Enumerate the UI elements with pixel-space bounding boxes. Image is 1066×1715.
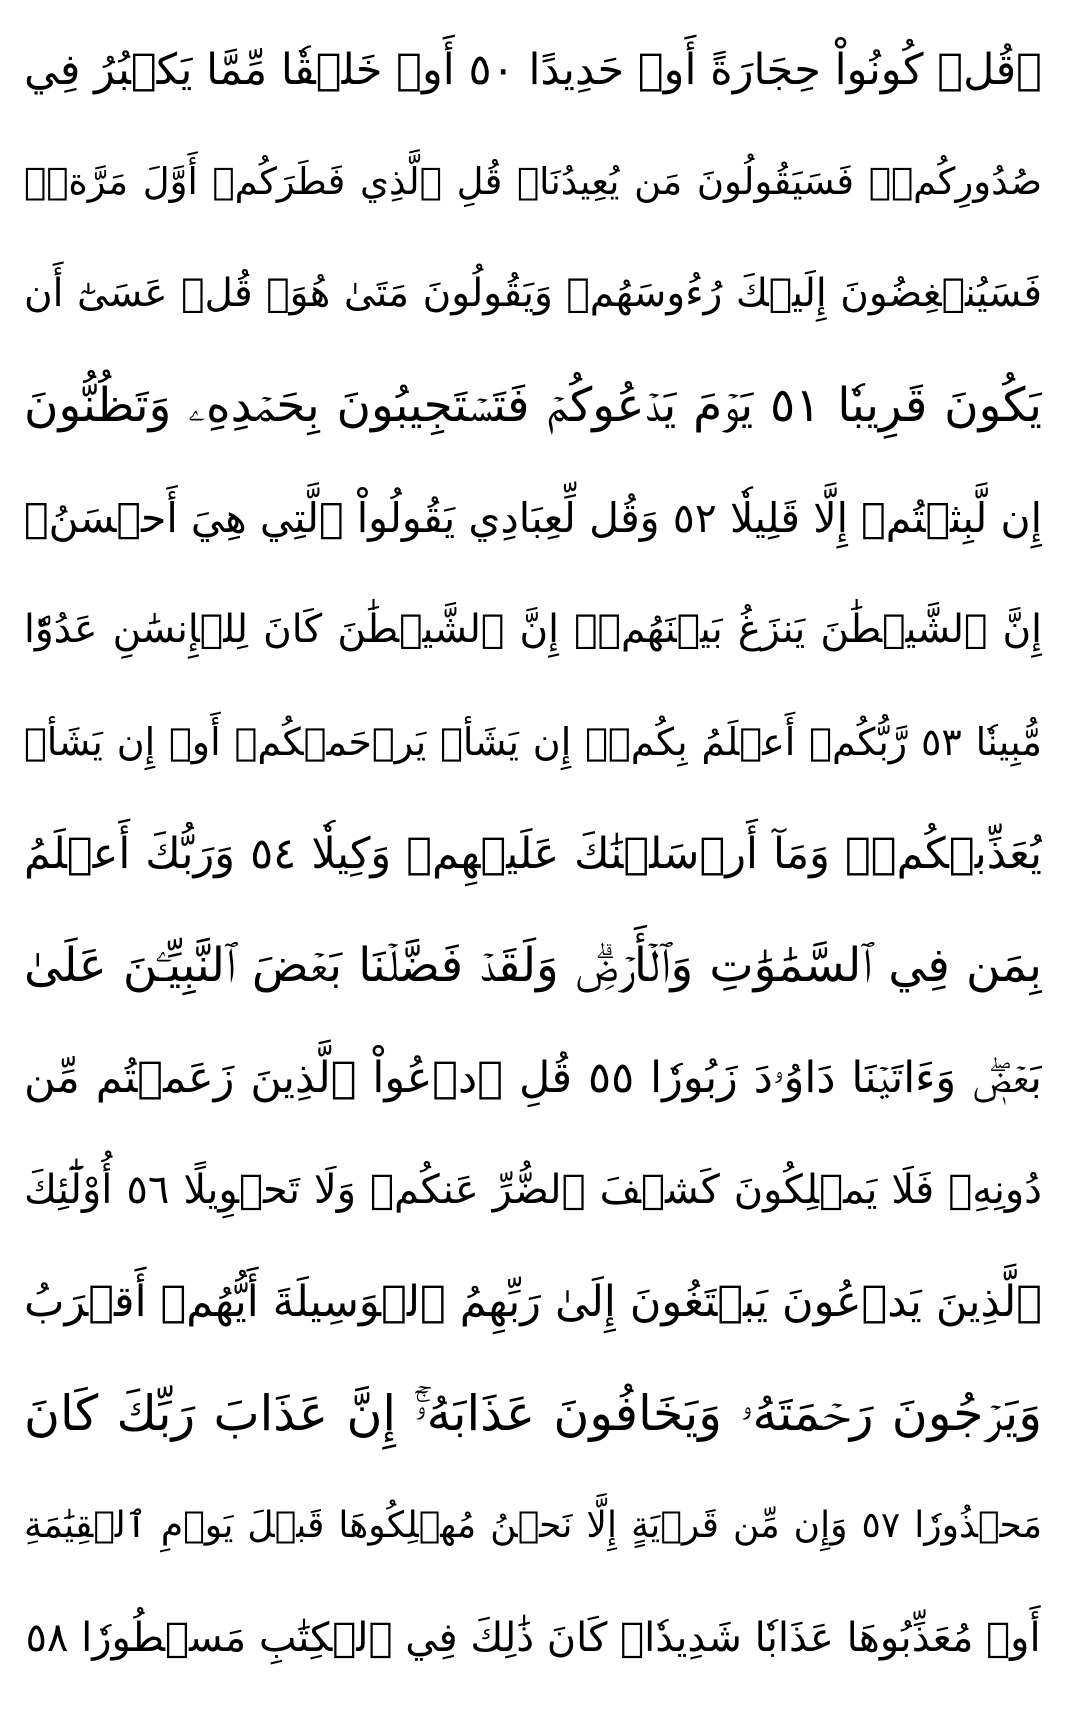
text-line-4: يَكُونَ قَرِيبٗا ٥١ يَوۡمَ يَدۡعُوكُمۡ فَتَسۡتَجِيبُونَ بِحَمۡدِهِۦ وَتَظُنُّونَ xyxy=(24,378,1042,433)
text-line-11: دُونِهِۦ فَلَا يَمۡلِكُونَ كَشۡفَ ٱلضُّرِّ عَنكُمۡ وَلَا تَحۡوِيلًا ٥٦ أُوْلَٰٓئِكَ xyxy=(24,1167,1042,1213)
text-line-2: صُدُورِكُمۡۚ فَسَيَقُولُونَ مَن يُعِيدُنَاۖ قُلِ ٱلَّذِي فَطَرَكُمۡ أَوَّلَ مَرَّةٖۚ xyxy=(24,160,1042,203)
text-line-13: وَيَرۡجُونَ رَحۡمَتَهُۥ وَيَخَافُونَ عَذَابَهُۥٓۚ إِنَّ عَذَابَ رَبِّكَ كَانَ xyxy=(24,1385,1042,1442)
text-line-14: مَحۡذُورٗا ٥٧ وَإِن مِّن قَرۡيَةٍ إِلَّا نَحۡنُ مُهۡلِكُوهَا قَبۡلَ يَوۡمِ ٱلۡقِيَٰمَةِ xyxy=(24,1505,1042,1546)
text-line-5: إِن لَّبِثۡتُمۡ إِلَّا قَلِيلٗا ٥٢ وَقُل لِّعِبَادِي يَقُولُواْ ٱلَّتِي هِيَ أَحۡسَنُۚ xyxy=(24,494,1042,542)
text-line-15: أَوۡ مُعَذِّبُوهَا عَذَابٗا شَدِيدٗاۚ كَانَ ذَٰلِكَ فِي ٱلۡكِتَٰبِ مَسۡطُورٗا ٥٨ xyxy=(25,1615,1041,1661)
text-line-3: فَسَيُنۡغِضُونَ إِلَيۡكَ رُءُوسَهُمۡ وَيَقُولُونَ مَتَىٰ هُوَۖ قُلۡ عَسَىٰٓ أَن xyxy=(24,271,1042,316)
text-line-6: إِنَّ ٱلشَّيۡطَٰنَ يَنزَغُ بَيۡنَهُمۡۚ إِنَّ ٱلشَّيۡطَٰنَ كَانَ لِلۡإِنسَٰنِ عَدُوّٗا xyxy=(24,607,1042,652)
text-line-8: يُعَذِّبۡكُمۡۚ وَمَآ أَرۡسَلۡنَٰكَ عَلَيۡهِمۡ وَكِيلٗا ٥٤ وَرَبُّكَ أَعۡلَمُ xyxy=(24,829,1042,879)
verse-lines xyxy=(24,14,1042,1694)
text-line-1: ۞قُلۡ كُونُواْ حِجَارَةً أَوۡ حَدِيدًا ٥٠ أَوۡ خَلۡقٗا مِّمَّا يَكۡبُرُ فِي xyxy=(24,45,1042,95)
text-line-10: بَعۡضٖۖ وَءَاتَيۡنَا دَاوُۥدَ زَبُورٗا ٥٥ قُلِ ٱدۡعُواْ ٱلَّذِينَ زَعَمۡتُم مِّن xyxy=(24,1053,1042,1103)
text-line-7: مُّبِينٗا ٥٣ رَّبُّكُمۡ أَعۡلَمُ بِكُمۡۖ إِن يَشَأۡ يَرۡحَمۡكُمۡ أَوۡ إِن يَشَأۡ xyxy=(24,720,1042,764)
text-line-9: بِمَن فِي ٱلسَّمَٰوَٰتِ وَٱلۡأَرۡضِۗ وَلَقَدۡ فَضَّلۡنَا بَعۡضَ ٱلنَّبِيِّـۧنَ عَلَىٰ xyxy=(24,938,1042,993)
text-line-12: ٱلَّذِينَ يَدۡعُونَ يَبۡتَغُونَ إِلَىٰ رَبِّهِمُ ٱلۡوَسِيلَةَ أَيُّهُمۡ أَقۡرَبُ xyxy=(24,1277,1042,1327)
